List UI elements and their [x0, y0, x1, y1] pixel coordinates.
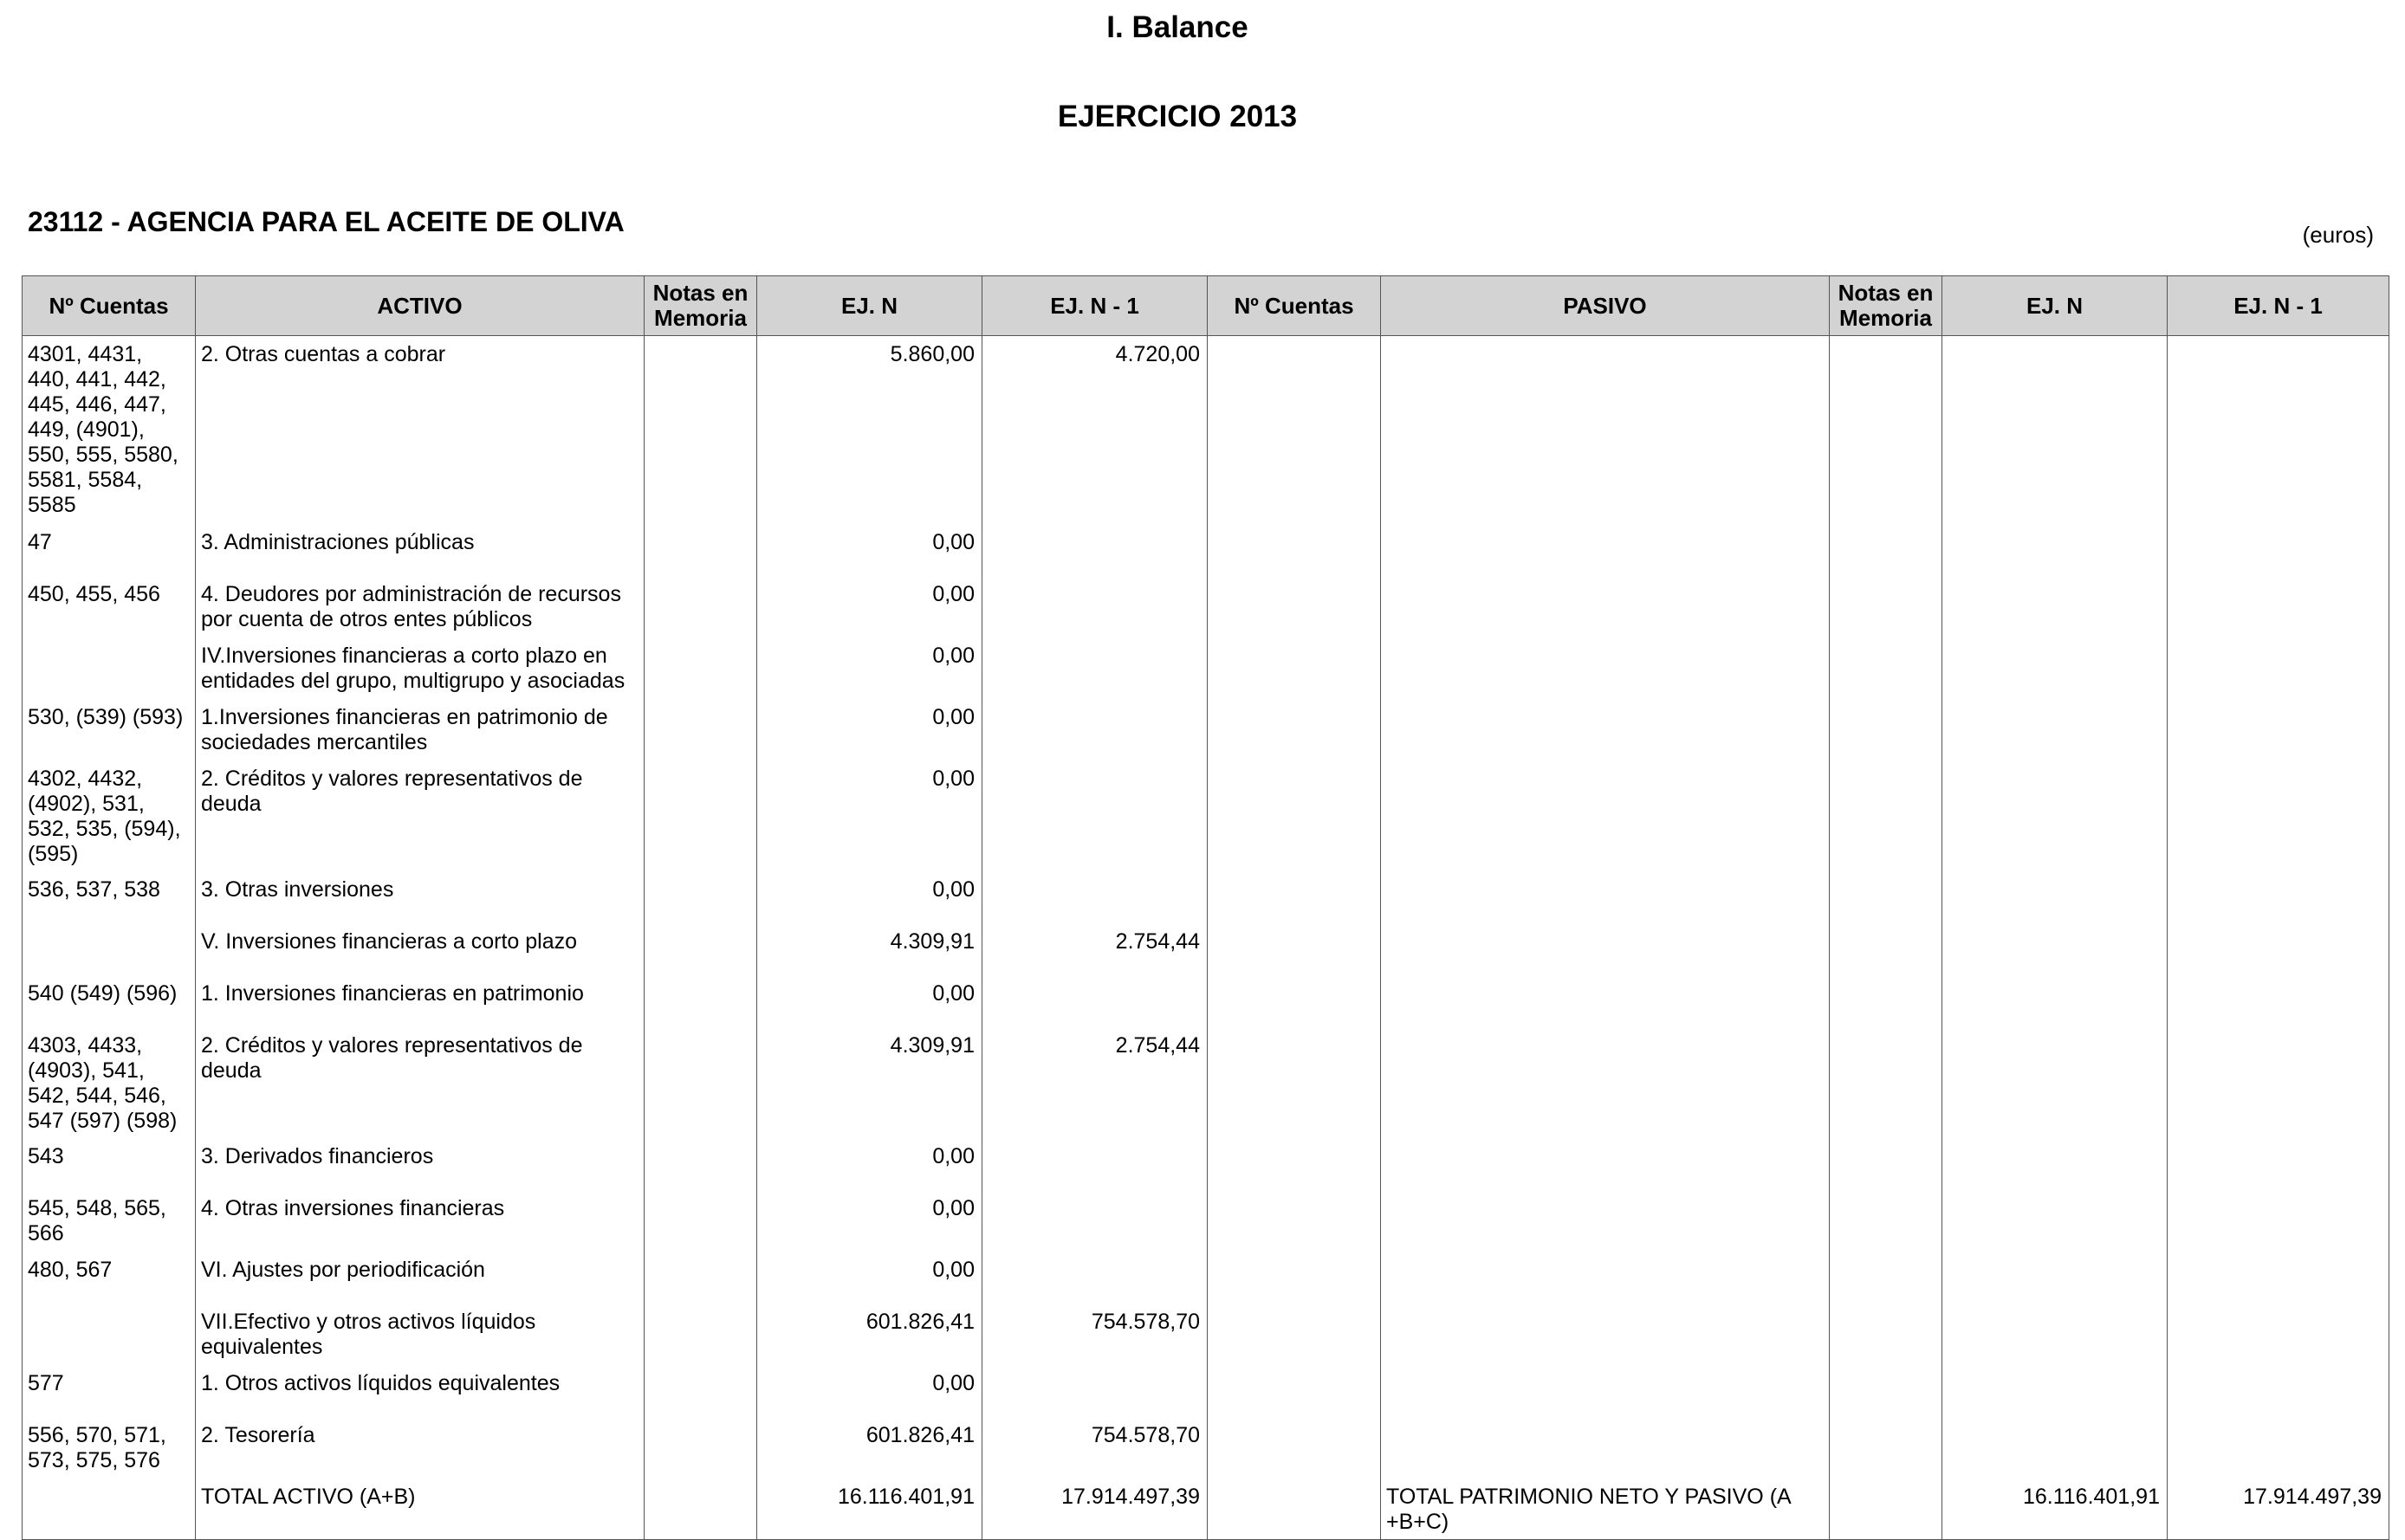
ejn1-activo-cell: 754.578,70	[982, 1304, 1208, 1366]
pasivo-label-cell	[1381, 1304, 1830, 1366]
notas-activo-cell	[645, 700, 757, 761]
ejn1-pasivo-cell: 17.914.497,39	[2168, 1479, 2389, 1540]
cuentas-pasivo-cell	[1208, 1191, 1381, 1252]
notas-activo-cell	[645, 1028, 757, 1139]
ejn1-activo-cell	[982, 1139, 1208, 1191]
ejn-activo-cell: 0,00	[757, 577, 982, 638]
ejn-activo-cell: 0,00	[757, 976, 982, 1028]
ejn-activo-cell: 0,00	[757, 700, 982, 761]
notas-pasivo-cell	[1830, 1028, 1942, 1139]
cuentas-activo-cell	[23, 1479, 196, 1540]
ejn1-activo-cell	[982, 700, 1208, 761]
ejn-pasivo-cell	[1942, 1366, 2168, 1418]
pasivo-label-cell	[1381, 577, 1830, 638]
ejn1-activo-cell	[982, 1366, 1208, 1418]
ejn1-activo-cell	[982, 1191, 1208, 1252]
ejn1-pasivo-cell	[2168, 336, 2389, 525]
cuentas-pasivo-cell	[1208, 1028, 1381, 1139]
table-row	[23, 525, 2389, 577]
cuentas-activo-cell: 577	[23, 1366, 196, 1418]
ejn1-activo-cell: 4.720,00	[982, 336, 1208, 525]
cuentas-pasivo-cell	[1208, 1418, 1381, 1479]
notas-pasivo-cell	[1830, 1304, 1942, 1366]
activo-label-cell: VI. Ajustes por periodificación	[196, 1252, 645, 1304]
table-row	[23, 872, 2389, 924]
activo-label-cell: 2. Tesorería	[196, 1418, 645, 1479]
ejn-pasivo-cell	[1942, 577, 2168, 638]
table-row	[23, 700, 2389, 761]
notas-activo-cell	[645, 1252, 757, 1304]
balance-table	[22, 275, 2389, 1540]
ejn-pasivo-cell	[1942, 1139, 2168, 1191]
cuentas-pasivo-cell	[1208, 872, 1381, 924]
ejn1-activo-cell: 2.754,44	[982, 924, 1208, 976]
col-header-ejn1-activo: EJ. N - 1	[982, 276, 1208, 336]
notas-activo-cell	[645, 638, 757, 700]
table-row	[23, 976, 2389, 1028]
table-row	[23, 924, 2389, 976]
col-header-notas-pasivo: Notas en Memoria	[1830, 276, 1942, 336]
ejn-pasivo-cell	[1942, 525, 2168, 577]
cuentas-pasivo-cell	[1208, 976, 1381, 1028]
page-title: I. Balance	[1106, 10, 1248, 44]
notas-pasivo-cell	[1830, 700, 1942, 761]
ejn-activo-cell: 601.826,41	[757, 1304, 982, 1366]
notas-pasivo-cell	[1830, 924, 1942, 976]
activo-label-cell: VII.Efectivo y otros activos líquidos equivalentes	[196, 1304, 645, 1366]
cuentas-activo-cell: 4303, 4433, (4903), 541, 542, 544, 546, 547 (597) (598)	[23, 1028, 196, 1139]
col-header-pasivo: PASIVO	[1381, 276, 1830, 336]
activo-label-cell: 4. Deudores por administración de recursos por cuenta de otros entes públicos	[196, 577, 645, 638]
ejn1-activo-cell	[982, 976, 1208, 1028]
ejn1-pasivo-cell	[2168, 1139, 2389, 1191]
pasivo-label-cell: TOTAL PATRIMONIO NETO Y PASIVO (A +B+C)	[1381, 1479, 1830, 1540]
notas-activo-cell	[645, 1366, 757, 1418]
cuentas-activo-cell	[23, 1304, 196, 1366]
table-row	[23, 1366, 2389, 1418]
pasivo-label-cell	[1381, 1366, 1830, 1418]
table-row	[23, 1139, 2389, 1191]
pasivo-label-cell	[1381, 525, 1830, 577]
col-header-ejn-pasivo: EJ. N	[1942, 276, 2168, 336]
ejn1-pasivo-cell	[2168, 1418, 2389, 1479]
ejn1-pasivo-cell	[2168, 1028, 2389, 1139]
notas-pasivo-cell	[1830, 336, 1942, 525]
table-header-row	[23, 276, 2389, 336]
ejn1-activo-cell	[982, 525, 1208, 577]
ejn-pasivo-cell	[1942, 1028, 2168, 1139]
activo-label-cell: 3. Derivados financieros	[196, 1139, 645, 1191]
pasivo-label-cell	[1381, 872, 1830, 924]
units-label: (euros)	[2302, 222, 2374, 248]
table-row	[23, 1191, 2389, 1252]
activo-label-cell: 2. Créditos y valores representativos de deuda	[196, 1028, 645, 1139]
ejn-pasivo-cell	[1942, 1418, 2168, 1479]
notas-activo-cell	[645, 924, 757, 976]
ejn-activo-cell: 0,00	[757, 872, 982, 924]
table-row	[23, 1252, 2389, 1304]
ejn-activo-cell: 5.860,00	[757, 336, 982, 525]
notas-activo-cell	[645, 761, 757, 872]
notas-pasivo-cell	[1830, 1366, 1942, 1418]
cuentas-pasivo-cell	[1208, 1252, 1381, 1304]
ejn1-pasivo-cell	[2168, 761, 2389, 872]
col-header-notas-activo: Notas en Memoria	[645, 276, 757, 336]
cuentas-activo-cell: 450, 455, 456	[23, 577, 196, 638]
activo-label-cell: 1.Inversiones financieras en patrimonio de sociedades mercantiles	[196, 700, 645, 761]
notas-pasivo-cell	[1830, 1191, 1942, 1252]
cuentas-pasivo-cell	[1208, 1479, 1381, 1540]
col-header-cuentas-pasivo: Nº Cuentas	[1208, 276, 1381, 336]
pasivo-label-cell	[1381, 1418, 1830, 1479]
ejn-pasivo-cell	[1942, 336, 2168, 525]
ejn1-activo-cell	[982, 1252, 1208, 1304]
ejn-activo-cell: 0,00	[757, 1191, 982, 1252]
ejn1-activo-cell	[982, 761, 1208, 872]
cuentas-activo-cell: 47	[23, 525, 196, 577]
activo-label-cell: 4. Otras inversiones financieras	[196, 1191, 645, 1252]
pasivo-label-cell	[1381, 700, 1830, 761]
cuentas-activo-cell: 4302, 4432, (4902), 531, 532, 535, (594), (595)	[23, 761, 196, 872]
cuentas-pasivo-cell	[1208, 336, 1381, 525]
ejn1-pasivo-cell	[2168, 638, 2389, 700]
cuentas-pasivo-cell	[1208, 1366, 1381, 1418]
activo-label-cell: IV.Inversiones financieras a corto plazo en entidades del grupo, multigrupo y asociadas	[196, 638, 645, 700]
notas-pasivo-cell	[1830, 1418, 1942, 1479]
notas-activo-cell	[645, 577, 757, 638]
cuentas-pasivo-cell	[1208, 1304, 1381, 1366]
ejn-activo-cell: 4.309,91	[757, 924, 982, 976]
table-row	[23, 1304, 2389, 1366]
activo-label-cell: TOTAL ACTIVO (A+B)	[196, 1479, 645, 1540]
notas-pasivo-cell	[1830, 1139, 1942, 1191]
ejn1-activo-cell: 2.754,44	[982, 1028, 1208, 1139]
notas-pasivo-cell	[1830, 1479, 1942, 1540]
cuentas-pasivo-cell	[1208, 577, 1381, 638]
ejn-pasivo-cell: 16.116.401,91	[1942, 1479, 2168, 1540]
notas-pasivo-cell	[1830, 638, 1942, 700]
table-row	[23, 336, 2389, 525]
ejn-activo-cell: 601.826,41	[757, 1418, 982, 1479]
pasivo-label-cell	[1381, 1028, 1830, 1139]
cuentas-activo-cell: 543	[23, 1139, 196, 1191]
table-row	[23, 1028, 2389, 1139]
ejn-pasivo-cell	[1942, 872, 2168, 924]
ejn1-pasivo-cell	[2168, 1252, 2389, 1304]
cuentas-pasivo-cell	[1208, 1139, 1381, 1191]
ejn-pasivo-cell	[1942, 924, 2168, 976]
activo-label-cell: V. Inversiones financieras a corto plazo	[196, 924, 645, 976]
ejn-activo-cell: 0,00	[757, 761, 982, 872]
ejn-activo-cell: 16.116.401,91	[757, 1479, 982, 1540]
cuentas-activo-cell: 480, 567	[23, 1252, 196, 1304]
notas-pasivo-cell	[1830, 525, 1942, 577]
pasivo-label-cell	[1381, 638, 1830, 700]
notas-pasivo-cell	[1830, 1252, 1942, 1304]
notas-activo-cell	[645, 1191, 757, 1252]
ejn1-pasivo-cell	[2168, 700, 2389, 761]
cuentas-pasivo-cell	[1208, 638, 1381, 700]
col-header-activo: ACTIVO	[196, 276, 645, 336]
ejn-pasivo-cell	[1942, 1304, 2168, 1366]
notas-activo-cell	[645, 525, 757, 577]
pasivo-label-cell	[1381, 1252, 1830, 1304]
ejn-pasivo-cell	[1942, 1252, 2168, 1304]
pasivo-label-cell	[1381, 336, 1830, 525]
cuentas-pasivo-cell	[1208, 924, 1381, 976]
notas-activo-cell	[645, 976, 757, 1028]
notas-activo-cell	[645, 1304, 757, 1366]
ejn-pasivo-cell	[1942, 976, 2168, 1028]
cuentas-activo-cell: 4301, 4431, 440, 441, 442, 445, 446, 447, 449, (4901), 550, 555, 5580, 5581, 5584, 5585	[23, 336, 196, 525]
ejn-pasivo-cell	[1942, 700, 2168, 761]
ejn1-activo-cell	[982, 638, 1208, 700]
cuentas-activo-cell: 530, (539) (593)	[23, 700, 196, 761]
activo-label-cell: 2. Otras cuentas a cobrar	[196, 336, 645, 525]
table-row	[23, 1479, 2389, 1540]
notas-pasivo-cell	[1830, 577, 1942, 638]
pasivo-label-cell	[1381, 1191, 1830, 1252]
fiscal-year-title: EJERCICIO 2013	[1057, 100, 1298, 133]
notas-activo-cell	[645, 1139, 757, 1191]
ejn-pasivo-cell	[1942, 1191, 2168, 1252]
notas-pasivo-cell	[1830, 976, 1942, 1028]
table-row	[23, 577, 2389, 638]
table-row	[23, 638, 2389, 700]
ejn-activo-cell: 0,00	[757, 525, 982, 577]
ejn1-pasivo-cell	[2168, 1304, 2389, 1366]
notas-activo-cell	[645, 872, 757, 924]
notas-activo-cell	[645, 1418, 757, 1479]
ejn1-activo-cell	[982, 872, 1208, 924]
activo-label-cell: 1. Otros activos líquidos equivalentes	[196, 1366, 645, 1418]
cuentas-activo-cell: 545, 548, 565, 566	[23, 1191, 196, 1252]
ejn1-pasivo-cell	[2168, 1366, 2389, 1418]
activo-label-cell: 2. Créditos y valores representativos de deuda	[196, 761, 645, 872]
cuentas-activo-cell	[23, 924, 196, 976]
ejn-pasivo-cell	[1942, 761, 2168, 872]
notas-pasivo-cell	[1830, 872, 1942, 924]
ejn-activo-cell: 0,00	[757, 1366, 982, 1418]
cuentas-pasivo-cell	[1208, 700, 1381, 761]
cuentas-activo-cell: 536, 537, 538	[23, 872, 196, 924]
table-row	[23, 1418, 2389, 1479]
ejn1-pasivo-cell	[2168, 1191, 2389, 1252]
pasivo-label-cell	[1381, 976, 1830, 1028]
ejn1-pasivo-cell	[2168, 525, 2389, 577]
notas-activo-cell	[645, 336, 757, 525]
activo-label-cell: 3. Administraciones públicas	[196, 525, 645, 577]
ejn-activo-cell: 4.309,91	[757, 1028, 982, 1139]
pasivo-label-cell	[1381, 761, 1830, 872]
table-row	[23, 761, 2389, 872]
ejn1-pasivo-cell	[2168, 577, 2389, 638]
entity-name: 23112 - AGENCIA PARA EL ACEITE DE OLIVA	[28, 206, 625, 237]
ejn1-activo-cell	[982, 577, 1208, 638]
cuentas-activo-cell: 540 (549) (596)	[23, 976, 196, 1028]
activo-label-cell: 1. Inversiones financieras en patrimonio	[196, 976, 645, 1028]
activo-label-cell: 3. Otras inversiones	[196, 872, 645, 924]
cuentas-pasivo-cell	[1208, 761, 1381, 872]
ejn-pasivo-cell	[1942, 638, 2168, 700]
notas-activo-cell	[645, 1479, 757, 1540]
ejn-activo-cell: 0,00	[757, 1252, 982, 1304]
ejn1-pasivo-cell	[2168, 976, 2389, 1028]
ejn-activo-cell: 0,00	[757, 1139, 982, 1191]
cuentas-activo-cell: 556, 570, 571, 573, 575, 576	[23, 1418, 196, 1479]
col-header-cuentas-activo: Nº Cuentas	[23, 276, 196, 336]
ejn-activo-cell: 0,00	[757, 638, 982, 700]
col-header-ejn-activo: EJ. N	[757, 276, 982, 336]
notas-pasivo-cell	[1830, 761, 1942, 872]
pasivo-label-cell	[1381, 1139, 1830, 1191]
cuentas-activo-cell	[23, 638, 196, 700]
ejn1-pasivo-cell	[2168, 872, 2389, 924]
pasivo-label-cell	[1381, 924, 1830, 976]
ejn1-activo-cell: 17.914.497,39	[982, 1479, 1208, 1540]
ejn1-activo-cell: 754.578,70	[982, 1418, 1208, 1479]
col-header-ejn1-pasivo: EJ. N - 1	[2168, 276, 2389, 336]
ejn1-pasivo-cell	[2168, 924, 2389, 976]
cuentas-pasivo-cell	[1208, 525, 1381, 577]
